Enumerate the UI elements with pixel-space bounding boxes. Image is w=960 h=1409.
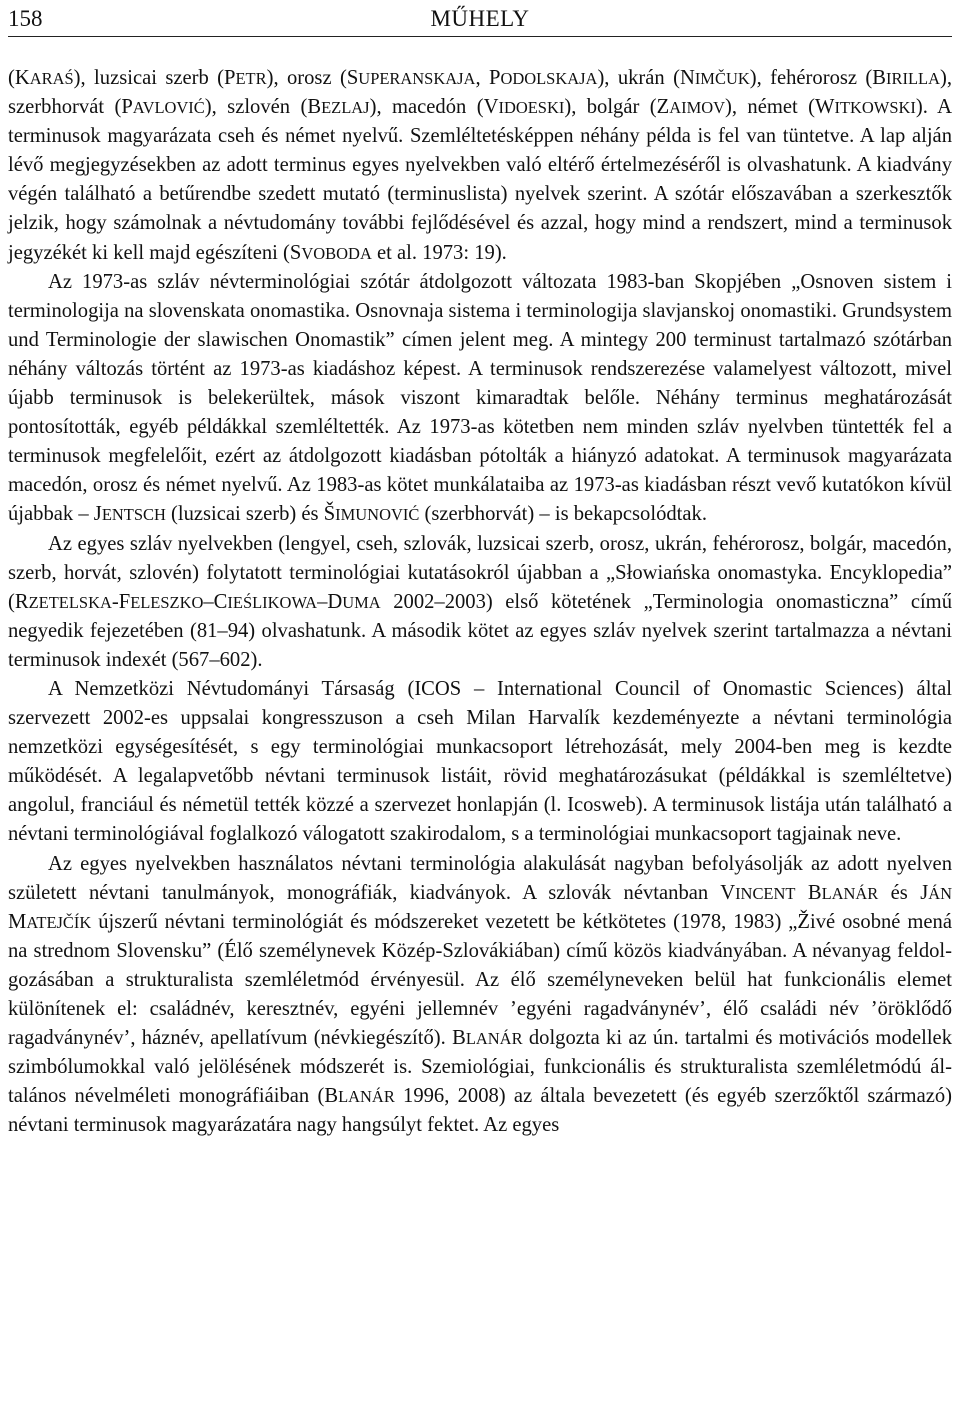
text-run: ), luzsicai szerb ( — [73, 67, 225, 89]
text-run: és — [878, 881, 921, 904]
author-name-smallcaps: ITKOWSKI — [834, 98, 916, 118]
body-text — [8, 64, 952, 1140]
author-name-smallcaps: INCENT — [735, 883, 796, 903]
text-run: Az egyes nyelvekben használatos névtani terminológia alakulását nagyban befolyásolják az adott nyelven született névtani tanulmányok, monográfiák, kiadványok. A szlovák névtanban — [8, 852, 952, 904]
author-name-smallcaps: ÁN — [928, 883, 952, 903]
text-run: újszerű névtani terminológiát és módszereket vezetett be kétkötetes (1978, 1983) „Živé osobné mená na strednom Slovensku” (Élő személynevek Közép-Szlovákiában) című közös kiadványában. A névanyag feldolgozásában a strukturalista szemléletmód érvényesül. Az élő személyneveken belül hat funkcionális elemet különítenek el: családnév, keresztnév, egyéni jellemnév ’egyéni ragadványnév’, élő családi név ’öröklődő ragadványnév’, háznév, apellatívum (névkiegészítő). — [8, 910, 952, 1050]
author-name-smallcaps: ZETELSKA — [28, 592, 112, 612]
author-name-smallcaps: IDOESKI — [498, 98, 565, 118]
paragraph — [8, 850, 952, 1141]
text-run: ), orosz ( — [266, 67, 347, 89]
author-name-initial: B — [807, 881, 822, 904]
author-name-initial: B — [872, 67, 887, 89]
author-name-smallcaps: LANÁR — [465, 1029, 523, 1049]
author-name-initial: K — [14, 67, 30, 89]
author-name-smallcaps: ODOLSKAJA — [500, 69, 598, 88]
author-name-initial: B — [324, 1085, 339, 1108]
author-name-initial: P — [121, 96, 133, 119]
text-run: (luzsicai szerb) és — [165, 503, 324, 526]
paragraph — [8, 530, 952, 675]
author-name-initial: C — [213, 590, 228, 613]
text-run — [795, 882, 807, 904]
author-name-smallcaps: IMČUK — [694, 69, 750, 88]
author-name-initial: P — [224, 67, 236, 89]
text-run: - — [111, 590, 119, 613]
author-name-smallcaps: IMUNOVIĆ — [335, 505, 420, 525]
text-run: et al. 1973: 19). — [371, 241, 507, 264]
running-header — [8, 6, 952, 37]
text-run: – — [317, 590, 328, 613]
author-name-initial: W — [815, 96, 835, 119]
text-run: Az 1973-as szláv névterminológiai szótár átdolgozott változata 1983-ban Skopjében „Osnoven sistem i terminologija na slovenskata onomastika. Osnovnaja sistema i terminologija slavjanskoj onomastiki. Grundsystem und Terminologie der slawischen Onomastik” címen jelent meg. A mintegy 200 terminust tartalmazó szótárban néhány változás történt az 1973-as kiadáshoz képest. A terminusok rendszerezése valamelyest változott, mivel újabb terminusok is belekerültek, mások viszont kimaradtak belőle. Néhány terminus meghatározását pontosították, egyéb példákkal szemléltették. Az 1973-as kötetben nem minden szláv nyelvben tüntették fel a terminusok megfelelőit, ezért az átdolgozott kiadásban pótolták a hiányzó adatokat. A terminusok magyarázata macedón, orosz és német nyelvű. Az 1983-as kötet munkálataiba az 1973-as kiadásban részt vevő kutatókon kívül újabbak – — [8, 270, 952, 526]
author-name-initial: M — [8, 910, 27, 933]
paragraph — [8, 268, 952, 530]
author-name-smallcaps: IEŚLIKOWA — [227, 592, 318, 612]
author-name-smallcaps: UPERANSKAJA — [358, 69, 476, 88]
author-name-initial: R — [14, 590, 29, 613]
author-name-smallcaps: VOBODA — [301, 243, 372, 263]
author-name-initial: F — [118, 590, 131, 613]
author-name-smallcaps: EZLAJ — [321, 98, 370, 118]
author-name-initial: P — [488, 67, 501, 89]
author-name-smallcaps: AVLOVIĆ — [132, 98, 205, 118]
author-name-smallcaps: IRILLA — [886, 69, 940, 88]
text-run: dolgozta ki az ún. tartalmi és motivációs modellek szimbólumokkal való jelölésének módszerét is. Szemiológiai, funkcionális és strukturalista szemléletmódú általános névelméleti monográfiáiban ( — [8, 1027, 952, 1108]
text-run: A Nemzetközi Névtudományi Társaság (ICOS – International Council of Onomastic Sciences) által szervezett 2002-es uppsalai kongresszuson a cseh Milan Harvalík kezdeményezte a névtani terminológia nemzetközi egységesítését, s egy terminológiai munkacsoport létrehozását, mely 2004-ben meg is kezdte működését. A legalapvetőbb névtani terminusok listáit, rövid meghatározásukat (példákkal is szemléltetve) angolul, franciául és németül tették közzé a szervezet honlapján (l. Icosweb). A terminusok listája után található a névtani terminológiával foglalkozó válogatott szakirodalom, s a terminológiai munkacsoport tagjainak neve. — [8, 677, 952, 846]
text-run: ), macedón ( — [369, 96, 484, 119]
author-name-initial: V — [720, 881, 736, 904]
text-run: Az egyes szláv nyelvekben (lengyel, cseh, szlovák, luzsicai szerb, orosz, ukrán, fehérorosz, bolgár, macedón, szerb, horvát, szlovén) folytatott terminológiai kutatásokról újabban a „Słowiańska onomastyka. Encyklopedia” ( — [8, 532, 952, 613]
text-run: 1996, 2008) az általa bevezetett (és egyéb szerzőktől származó) névtani terminusok magyarázatára nagy hangsúlyt fektet. Az egyes — [8, 1085, 953, 1137]
author-name-smallcaps: ELESZKO — [130, 592, 204, 612]
section-title: MŰHELY — [430, 6, 530, 31]
author-name-initial: Š — [323, 503, 336, 526]
text-run: ), ukrán ( — [597, 67, 680, 89]
author-name-initial: S — [289, 241, 302, 264]
author-name-smallcaps: ATEJČÍK — [26, 912, 92, 932]
author-name-smallcaps: AIMOV — [669, 98, 726, 118]
author-name-initial: S — [346, 67, 359, 89]
author-name-smallcaps: LANÁR — [821, 883, 879, 903]
page-number: 158 — [8, 6, 43, 31]
text-run: ( — [8, 67, 15, 89]
text-run: , — [475, 67, 489, 89]
author-name-initial: B — [307, 96, 322, 119]
text-run: 2002–2003) első kötetének „Terminologia onomasticzna” című negyedik fejezetében (81–94) olvashatunk. A második kötet az egyes szláv nyelvek szerint tartalmazza a névtani terminusok indexét (567–602). — [8, 590, 952, 671]
text-run: ), szerbhorvát ( — [8, 67, 952, 119]
text-run: ), bolgár ( — [564, 96, 657, 119]
text-run: ), német ( — [725, 96, 816, 119]
author-name-smallcaps: UMA — [342, 592, 381, 612]
text-run: ), szlovén ( — [204, 96, 308, 119]
author-name-smallcaps: ARAŚ — [29, 69, 74, 88]
paragraph — [8, 675, 952, 850]
author-name-initial: Z — [656, 96, 670, 119]
author-name-initial: N — [679, 67, 695, 89]
text-run: – — [203, 590, 214, 613]
author-name-initial: B — [452, 1027, 466, 1050]
text-run: ). A terminusok magyarázata cseh és német nyelvű. Szemléltetésképpen néhány példa is fel van tüntetve. A lap alján lévő megjegyzésekben az adott terminus egyes nyelvekben való eltérő értelmezéséről is olvashatunk. A kiadvány végén található a betűrendbe szedett mutató (terminuslista) nyelvek szerint. A szótár előszavában a szerkesztők jelzik, hogy számolnak a névtudomány további fejlődésével és azzal, hogy mind a rendszert, mind a terminusok jegyzékét ki kell majd egészíteni ( — [8, 96, 953, 264]
text-run: ), fehérorosz ( — [749, 67, 873, 89]
author-name-smallcaps: ENTSCH — [101, 505, 166, 525]
text-run: (szerbhorvát) – is bekapcsolódtak. — [419, 503, 707, 526]
author-name-initial: V — [483, 96, 499, 119]
author-name-smallcaps: ETR — [235, 69, 267, 88]
author-name-initial: D — [327, 590, 343, 613]
author-name-initial: J — [93, 503, 102, 526]
author-name-initial: J — [920, 881, 929, 904]
author-name-smallcaps: LANÁR — [338, 1087, 395, 1107]
paragraph — [8, 64, 952, 268]
